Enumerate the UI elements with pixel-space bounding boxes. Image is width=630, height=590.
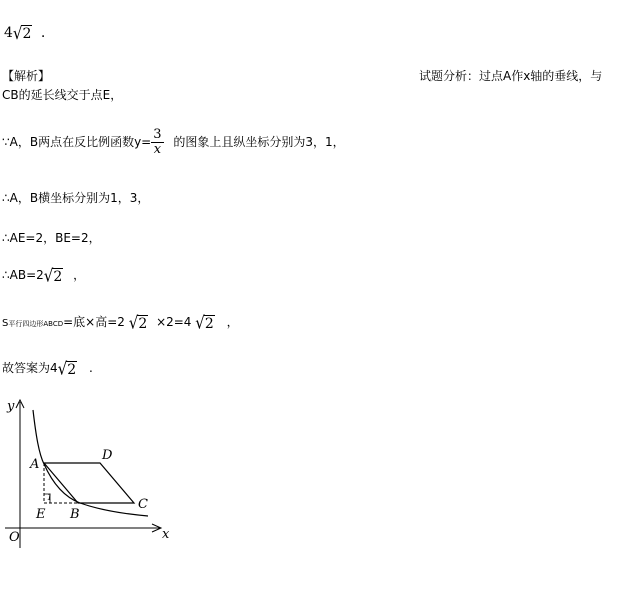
- label-e: E: [36, 507, 46, 522]
- label-o: O: [9, 530, 20, 545]
- sqrt-line-4: √2: [43, 265, 63, 286]
- fraction: [151, 128, 163, 157]
- sqrt-line-5b: √2: [195, 312, 214, 333]
- radicand: 2: [138, 315, 148, 332]
- line1-prefix: ∵A，B两点在反比例函数y=: [2, 135, 152, 149]
- analysis-intro-right: 试题分析：过点A作x轴的垂线，与: [419, 69, 603, 83]
- answer-suffix: .: [40, 25, 46, 41]
- label-c: C: [138, 497, 148, 512]
- line-4: [2, 266, 85, 285]
- radicand: 2: [22, 26, 32, 42]
- radicand: 2: [204, 315, 214, 332]
- fraction-denominator: x: [153, 142, 162, 157]
- geometry-figure: [0, 396, 190, 556]
- line1-suffix: 的图象上且纵坐标分别为3，1，: [173, 135, 345, 149]
- line4-prefix: ∴AB=2: [2, 268, 44, 282]
- sqrt-answer-top: √2: [12, 22, 32, 44]
- fraction-numerator: 3: [153, 127, 162, 142]
- line-2: ∴A，B横坐标分别为1，3，: [2, 191, 150, 205]
- area-symbol: S: [2, 318, 9, 329]
- line5-text-a: =底×高=2: [63, 315, 125, 329]
- answer-coef: 4: [4, 25, 13, 41]
- line-3: ∴AE=2，BE=2，: [2, 231, 101, 245]
- line5-suffix: ，: [226, 315, 239, 329]
- radicand: 2: [53, 268, 63, 285]
- label-d: D: [102, 448, 113, 463]
- label-x: x: [162, 527, 170, 542]
- label-b: B: [70, 507, 80, 522]
- parallelogram-abcd: [44, 463, 134, 503]
- line-1: [2, 128, 345, 157]
- label-one: 1: [47, 493, 53, 502]
- line5-text-b: ×2=4: [156, 315, 192, 329]
- analysis-intro-cont: CB的延长线交于点E，: [2, 88, 123, 102]
- label-y: y: [7, 399, 15, 414]
- line-6: [2, 359, 93, 378]
- line6-prefix: 故答案为4: [2, 361, 58, 375]
- answer-top: [4, 24, 45, 42]
- area-subscript: 平行四边形ABCD: [8, 320, 64, 328]
- line4-suffix: ，: [73, 268, 86, 282]
- sqrt-line-6: √2: [57, 358, 77, 379]
- line6-suffix: .: [88, 361, 93, 375]
- analysis-header: 【解析】: [2, 69, 51, 83]
- label-a: A: [30, 457, 40, 472]
- sqrt-line-5a: √2: [128, 312, 148, 333]
- radicand: 2: [67, 361, 77, 378]
- line-5: [2, 313, 239, 332]
